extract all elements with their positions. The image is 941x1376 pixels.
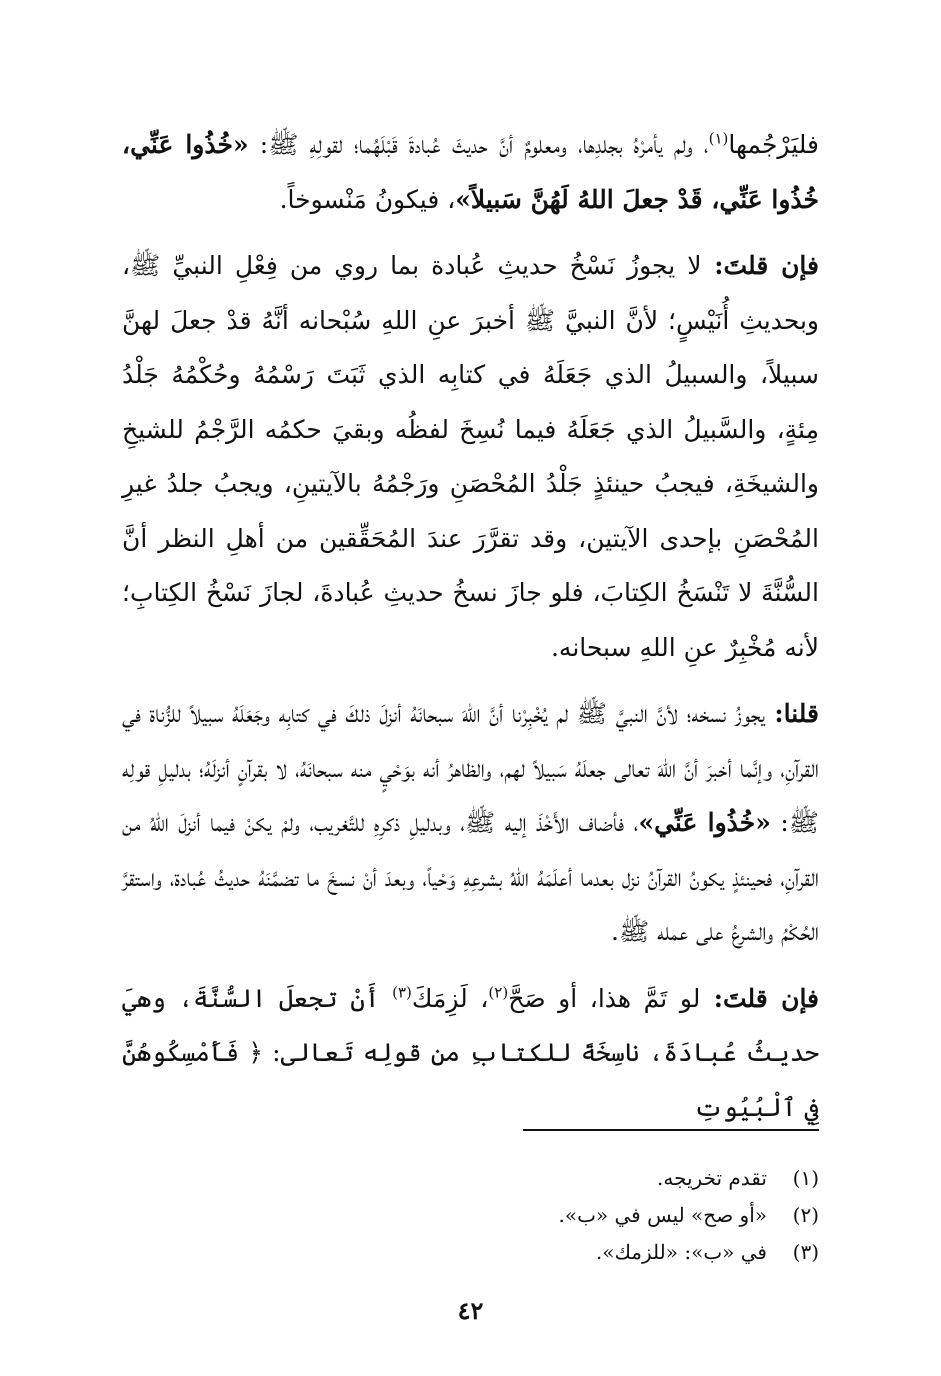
paragraph-text: أَنْ تجعلَ السُّنَّةَ، وهيَ حديثُ عُبادَةَ، ناسِخَةً للكتابِ من قولِه تَعالى: ﴿ فَأَمْسِكُوهُنَّ فِي ٱلْبُيُوتِ (122, 983, 819, 1122)
footnote-text: في «ب»: «للزمك». (595, 1240, 767, 1264)
footnote (300, 1160, 819, 1197)
main-text (122, 118, 819, 1147)
paragraph-text: ، فأضاف الأَخْذَ إليه ﷺ، وبدليلِ ذكرِهِ للتَّغريب، ولمْ يكنْ فيما أنزلَ اللهُ من القرآنِ، فحينئذٍ يكونُ القرآنُ نزل بعدما أعلَمَهُ اللهُ بشرعِهِ وَحْياً، وبعدَ أنْ نسخَ ما تضمَّنَهُ حديثُ عُبادة، واستقرَّ الحُكْمُ والشرعُ على عمله ﷺ. (122, 808, 819, 946)
paragraph-text: لو تَمَّ هذا، أو صَحَّ (508, 983, 701, 1013)
footnote-number: (٢) (792, 1203, 819, 1227)
hadith-quote: «خُذُوا عَنِّي، خُذُوا عَنِّي، قَدْ جعلَ اللهُ لَهُنَّ سَبيلاً» (122, 130, 819, 214)
paragraph-text: ، لَزِمَكَ (411, 983, 489, 1013)
paragraph (122, 972, 819, 1136)
paragraph-text: ، ولم يأمرْهُ بجلدِها، ومعلومٌ أنَّ حديثَ عُبادةَ قَبْلَهُما؛ لقولِهِ ﷺ: (248, 130, 709, 159)
paragraph-text: فليَرْجُمها (728, 130, 819, 159)
paragraph (122, 118, 819, 227)
footnote-number: (١) (792, 1166, 819, 1190)
paragraph (122, 239, 819, 675)
footnote-reference: (٢) (488, 983, 509, 1002)
footnote (300, 1197, 819, 1234)
footnote-reference: (١) (708, 129, 729, 148)
footnote-text: تقدم تخريجه. (657, 1166, 767, 1190)
footnote-reference: (٣) (392, 983, 412, 1002)
footnote-number: (٣) (792, 1240, 819, 1264)
page-number: ٤٢ (457, 1296, 484, 1325)
footnote-divider (523, 1129, 819, 1131)
hadith-quote: «خُذُوا عَنِّي» (638, 808, 771, 837)
footnote-text: «أو صح» ليس في «ب». (558, 1203, 767, 1227)
footnote (300, 1234, 819, 1271)
paragraph-lead: فإن قلتَ: (700, 983, 820, 1013)
paragraph (122, 687, 819, 960)
paragraph-lead: فإن قلتَ: (701, 251, 820, 280)
paragraph-text: ، فيكونُ مَنْسوخاً. (279, 184, 456, 214)
footnotes (300, 1160, 819, 1271)
paragraph-text: لا يجوزُ نَسْخُ حديثِ عُبادة بما روي من فِعْلِ النبيِّ ﷺ، وبحديثِ أُنَيْسٍ؛ لأنَّ النبيَّ ﷺ أخبرَ عنِ اللهِ سُبْحانه أنَّهُ قدْ جعلَ لهنَّ سبيلاً، والسبيلُ الذي جَعَلَهُ في كتابِه الذي ثَبَتَ رَسْمُهُ وحُكْمُهُ جَلْدُ مِئةٍ، والسَّبيلُ الذي جَعَلَهُ فيما نُسِخَ لفظُه وبقيَ حكمُه الرَّجْمُ للشيخِ والشيخَةِ، فيجبُ حينئذٍ جَلْدُ المُحْصَنِ ورَجْمُهُ بالآيتينِ، ويجبُ جلدُ غيرِ المُحْصَنِ بإحدى الآيتين، وقد تقرَّرَ عندَ المُحَقِّقين من أهلِ النظر أنَّ السُّنَّةَ لا تَنْسَخُ الكِتابَ، فلو جازَ نسخُ حديثِ عُبادةَ، لجازَ نَسْخُ الكِتابِ؛ لأنه مُخْبِرٌ عنِ اللهِ سبحانه. (122, 251, 819, 662)
paragraph-text: يجوزُ نسخه؛ لأنَّ النبيَّ ﷺ لم يُخْبِرْنا أنَّ اللهَ سبحانَهُ أنزلَ ذلكَ في كتابِه وجَعَلَهُ سبيلاً للزُّناة في القرآنِ، وإنَّما أخبرَ أنَّ اللهَ تعالى جعلَهُ سَبيلاً لهم، والظاهرُ أنه بوَحْيٍ منه سبحانَهُ، لا بقرآنٍ أنزلَهُ؛ بدليلِ قولِه ﷺ: (122, 699, 819, 837)
paragraph-lead: قلنا: (764, 699, 819, 728)
